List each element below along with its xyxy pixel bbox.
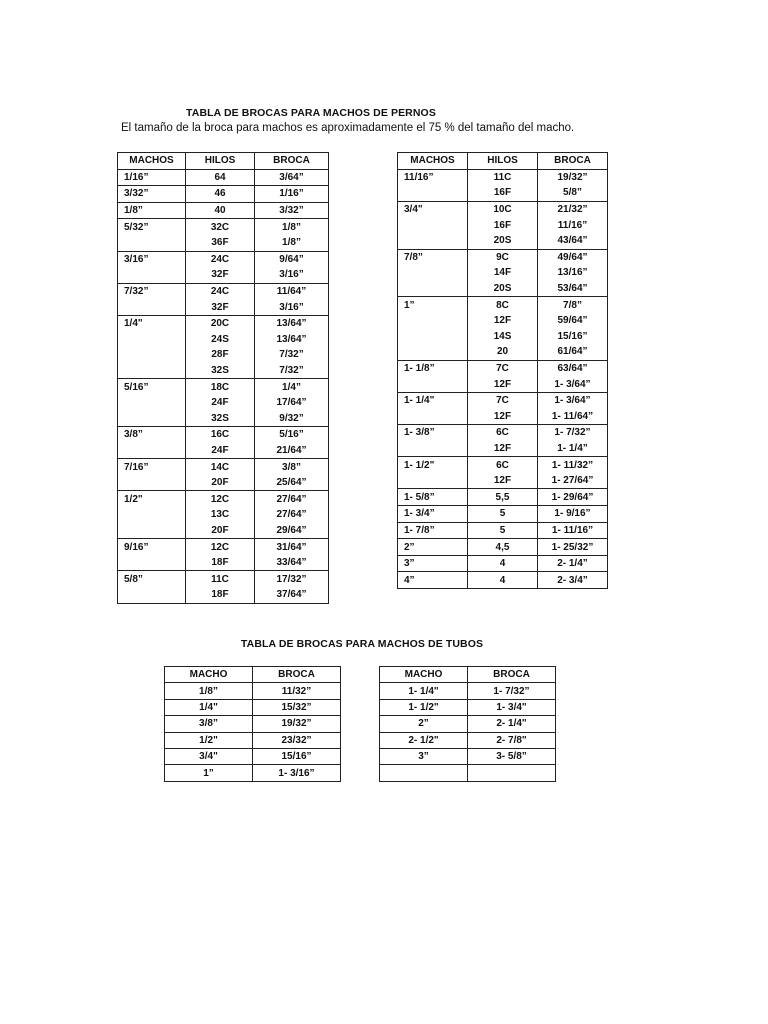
macho-cell: 3” <box>380 748 468 764</box>
broca-cell: 7/8” <box>538 297 608 313</box>
macho-cell-empty <box>118 587 186 603</box>
broca-cell: 1- 1/4” <box>538 441 608 457</box>
broca-cell: 5/16” <box>255 427 329 443</box>
broca-cell: 1/8” <box>255 235 329 251</box>
table-row <box>118 491 329 507</box>
macho-cell-empty <box>398 265 468 281</box>
table-row <box>398 265 608 281</box>
hilos-cell: 20S <box>468 233 538 249</box>
table-row <box>118 332 329 348</box>
macho-cell: 11/16” <box>398 169 468 185</box>
table-row <box>398 360 608 376</box>
hilos-cell: 32S <box>186 411 255 427</box>
table-row <box>118 299 329 315</box>
broca-cell: 7/32” <box>255 363 329 379</box>
hilos-cell: 4 <box>468 572 538 589</box>
hilos-cell: 9C <box>468 249 538 265</box>
hilos-cell: 12C <box>186 539 255 555</box>
table-row <box>165 716 341 732</box>
table-row <box>398 473 608 489</box>
broca-cell: 27/64” <box>255 507 329 523</box>
bolt-table-title: TABLA DE BROCAS PARA MACHOS DE PERNOS <box>186 107 436 119</box>
pipe-table-title: TABLA DE BROCAS PARA MACHOS DE TUBOS <box>240 638 484 650</box>
macho-cell: 1/4" <box>118 315 186 331</box>
table-row <box>380 732 556 748</box>
table-row <box>118 379 329 395</box>
macho-cell: 3/8” <box>165 716 253 732</box>
table-row <box>398 555 608 572</box>
hilos-cell: 12F <box>468 473 538 489</box>
macho-cell: 1/2" <box>165 732 253 748</box>
header-broca: BROCA <box>468 667 556 683</box>
table-row <box>118 363 329 379</box>
table-row <box>398 522 608 539</box>
table-row <box>165 699 341 715</box>
broca-cell: 13/64” <box>255 315 329 331</box>
hilos-cell: 8C <box>468 297 538 313</box>
table-row <box>380 748 556 764</box>
broca-cell: 5/8” <box>538 185 608 201</box>
header-hilos: HILOS <box>186 153 255 170</box>
table-row <box>118 315 329 331</box>
broca-cell: 23/32” <box>253 732 341 748</box>
hilos-cell: 11C <box>468 169 538 185</box>
header-row <box>165 667 341 683</box>
macho-cell-empty <box>398 441 468 457</box>
pipe-right-body <box>380 683 556 781</box>
broca-cell: 1/4” <box>255 379 329 395</box>
header-broca: BROCA <box>538 153 608 170</box>
broca-cell: 1- 29/64” <box>538 489 608 506</box>
hilos-cell: 64 <box>186 169 255 186</box>
broca-cell: 1- 25/32” <box>538 539 608 556</box>
macho-cell: 1- 5/8” <box>398 489 468 506</box>
macho-cell: 1- 3/8” <box>398 425 468 441</box>
header-macho: MACHO <box>380 667 468 683</box>
table-row <box>118 411 329 427</box>
macho-cell: 9/16” <box>118 539 186 555</box>
hilos-cell: 14F <box>468 265 538 281</box>
table-row <box>398 425 608 441</box>
broca-cell: 15/16” <box>538 329 608 345</box>
macho-cell: 7/16” <box>118 459 186 475</box>
macho-cell: 1- 3/4” <box>398 506 468 523</box>
broca-cell: 11/16” <box>538 217 608 233</box>
broca-cell: 3/16” <box>255 299 329 315</box>
broca-cell: 15/16” <box>253 748 341 764</box>
hilos-cell: 12F <box>468 313 538 329</box>
macho-cell-empty <box>118 299 186 315</box>
broca-cell: 37/64” <box>255 587 329 603</box>
hilos-cell: 18F <box>186 587 255 603</box>
macho-cell: 3/4" <box>165 748 253 764</box>
macho-cell: 3/8” <box>118 427 186 443</box>
broca-cell: 1- 27/64” <box>538 473 608 489</box>
broca-cell: 2- 1/4” <box>538 555 608 572</box>
hilos-cell: 32F <box>186 299 255 315</box>
table-row <box>165 765 341 781</box>
hilos-cell: 32S <box>186 363 255 379</box>
table-row <box>398 281 608 297</box>
header-row <box>398 153 608 170</box>
broca-cell: 1- 3/16” <box>253 765 341 781</box>
broca-cell: 2- 1/4" <box>468 716 556 732</box>
table-row <box>118 475 329 491</box>
macho-cell: 7/8” <box>398 249 468 265</box>
macho-cell <box>380 765 468 781</box>
pipe-left-body <box>165 683 341 781</box>
broca-cell: 1/8” <box>255 219 329 235</box>
broca-cell: 29/64” <box>255 523 329 539</box>
table-row <box>398 344 608 360</box>
macho-cell: 3/16” <box>118 251 186 267</box>
hilos-cell: 7C <box>468 360 538 376</box>
table-row <box>118 523 329 539</box>
table-row <box>398 329 608 345</box>
header-machos: MACHOS <box>118 153 186 170</box>
table-row <box>118 587 329 603</box>
hilos-cell: 20F <box>186 475 255 491</box>
macho-cell-empty <box>118 523 186 539</box>
hilos-cell: 32C <box>186 219 255 235</box>
table-row <box>380 765 556 781</box>
broca-cell: 1- 9/16” <box>538 506 608 523</box>
broca-cell: 3- 5/8” <box>468 748 556 764</box>
hilos-cell: 12C <box>186 491 255 507</box>
macho-cell: 5/16” <box>118 379 186 395</box>
hilos-cell: 16C <box>186 427 255 443</box>
table-row <box>398 233 608 249</box>
hilos-cell: 46 <box>186 186 255 203</box>
broca-cell: 1/16” <box>255 186 329 203</box>
table-row <box>118 555 329 571</box>
broca-cell <box>468 765 556 781</box>
header-broca: BROCA <box>255 153 329 170</box>
table-row <box>118 202 329 219</box>
hilos-cell: 20C <box>186 315 255 331</box>
table-row <box>118 283 329 299</box>
header-macho: MACHO <box>165 667 253 683</box>
table-row <box>118 427 329 443</box>
bolt-right-body <box>398 169 608 588</box>
hilos-cell: 4 <box>468 555 538 572</box>
broca-cell: 27/64” <box>255 491 329 507</box>
macho-cell: 4” <box>398 572 468 589</box>
broca-cell: 3/32” <box>255 202 329 219</box>
bolt-table-left <box>117 152 329 604</box>
header-broca: BROCA <box>253 667 341 683</box>
macho-cell: 1- 7/8” <box>398 522 468 539</box>
macho-cell-empty <box>118 475 186 491</box>
broca-cell: 2- 7/8" <box>468 732 556 748</box>
broca-cell: 2- 3/4” <box>538 572 608 589</box>
hilos-cell: 14C <box>186 459 255 475</box>
table-row <box>118 443 329 459</box>
macho-cell-empty <box>398 409 468 425</box>
table-row <box>398 249 608 265</box>
hilos-cell: 13C <box>186 507 255 523</box>
broca-cell: 3/8” <box>255 459 329 475</box>
broca-cell: 33/64” <box>255 555 329 571</box>
table-row <box>398 539 608 556</box>
macho-cell: 1” <box>165 765 253 781</box>
broca-cell: 7/32” <box>255 347 329 363</box>
macho-cell-empty <box>398 281 468 297</box>
table-row <box>398 297 608 313</box>
hilos-cell: 24C <box>186 283 255 299</box>
hilos-cell: 5,5 <box>468 489 538 506</box>
broca-cell: 43/64” <box>538 233 608 249</box>
table-row <box>118 169 329 186</box>
table-row <box>398 217 608 233</box>
table-row <box>118 267 329 283</box>
macho-cell-empty <box>118 235 186 251</box>
macho-cell: 1- 1/8” <box>398 360 468 376</box>
table-row <box>398 185 608 201</box>
macho-cell: 5/32” <box>118 219 186 235</box>
table-row <box>398 489 608 506</box>
pipe-table-left <box>164 666 341 782</box>
hilos-cell: 36F <box>186 235 255 251</box>
table-row <box>398 441 608 457</box>
broca-cell: 49/64” <box>538 249 608 265</box>
header-machos: MACHOS <box>398 153 468 170</box>
table-row <box>380 716 556 732</box>
hilos-cell: 20 <box>468 344 538 360</box>
macho-cell-empty <box>118 267 186 283</box>
broca-cell: 1- 11/16” <box>538 522 608 539</box>
hilos-cell: 4,5 <box>468 539 538 556</box>
broca-cell: 11/32” <box>253 683 341 699</box>
macho-cell: 2- 1/2" <box>380 732 468 748</box>
broca-cell: 1- 3/4" <box>468 699 556 715</box>
table-row <box>118 571 329 587</box>
broca-cell: 1- 7/32” <box>538 425 608 441</box>
macho-cell: 3” <box>398 555 468 572</box>
table-row <box>398 169 608 185</box>
table-row <box>118 251 329 267</box>
table-row <box>165 732 341 748</box>
hilos-cell: 18F <box>186 555 255 571</box>
macho-cell-empty <box>118 411 186 427</box>
broca-cell: 61/64” <box>538 344 608 360</box>
table-row <box>398 376 608 392</box>
hilos-cell: 5 <box>468 506 538 523</box>
table-row <box>118 539 329 555</box>
macho-cell-empty <box>118 363 186 379</box>
macho-cell-empty <box>118 332 186 348</box>
table-row <box>398 457 608 473</box>
broca-cell: 13/64” <box>255 332 329 348</box>
macho-cell: 1/16” <box>118 169 186 186</box>
macho-cell: 1- 1/2" <box>380 699 468 715</box>
table-row <box>398 313 608 329</box>
hilos-cell: 20F <box>186 523 255 539</box>
broca-cell: 53/64” <box>538 281 608 297</box>
table-row <box>118 235 329 251</box>
broca-cell: 63/64” <box>538 360 608 376</box>
macho-cell: 3/4" <box>398 201 468 217</box>
hilos-cell: 24S <box>186 332 255 348</box>
broca-cell: 3/16” <box>255 267 329 283</box>
hilos-cell: 20S <box>468 281 538 297</box>
header-row <box>380 667 556 683</box>
table-row <box>398 409 608 425</box>
macho-cell-empty <box>398 473 468 489</box>
hilos-cell: 16F <box>468 217 538 233</box>
macho-cell-empty <box>398 313 468 329</box>
header-hilos: HILOS <box>468 153 538 170</box>
table-row <box>118 507 329 523</box>
macho-cell: 3/32” <box>118 186 186 203</box>
hilos-cell: 28F <box>186 347 255 363</box>
hilos-cell: 6C <box>468 425 538 441</box>
broca-cell: 1- 11/32” <box>538 457 608 473</box>
macho-cell-empty <box>118 347 186 363</box>
macho-cell: 2” <box>398 539 468 556</box>
macho-cell: 1/8” <box>118 202 186 219</box>
hilos-cell: 12F <box>468 409 538 425</box>
macho-cell: 1/4" <box>165 699 253 715</box>
table-row <box>398 392 608 408</box>
broca-cell: 25/64” <box>255 475 329 491</box>
hilos-cell: 24F <box>186 395 255 411</box>
macho-cell: 1/8” <box>165 683 253 699</box>
hilos-cell: 24C <box>186 251 255 267</box>
table-row <box>118 219 329 235</box>
broca-cell: 3/64” <box>255 169 329 186</box>
broca-cell: 21/64” <box>255 443 329 459</box>
table-row <box>118 347 329 363</box>
table-row <box>118 395 329 411</box>
macho-cell-empty <box>118 555 186 571</box>
hilos-cell: 12F <box>468 376 538 392</box>
macho-cell-empty <box>398 233 468 249</box>
macho-cell: 1- 1/2" <box>398 457 468 473</box>
bolt-left-body <box>118 169 329 603</box>
table-row <box>398 572 608 589</box>
broca-cell: 11/64” <box>255 283 329 299</box>
table-row <box>380 699 556 715</box>
macho-cell: 5/8” <box>118 571 186 587</box>
broca-cell: 9/32” <box>255 411 329 427</box>
broca-cell: 17/32” <box>255 571 329 587</box>
macho-cell-empty <box>398 376 468 392</box>
hilos-cell: 11C <box>186 571 255 587</box>
hilos-cell: 5 <box>468 522 538 539</box>
hilos-cell: 14S <box>468 329 538 345</box>
hilos-cell: 6C <box>468 457 538 473</box>
macho-cell: 1” <box>398 297 468 313</box>
broca-cell: 15/32” <box>253 699 341 715</box>
bolt-table-right <box>397 152 608 589</box>
bolt-table-subtitle: El tamaño de la broca para machos es aproximadamente el 75 % del tamaño del macho. <box>121 122 575 134</box>
hilos-cell: 32F <box>186 267 255 283</box>
macho-cell-empty <box>398 329 468 345</box>
table-row <box>398 506 608 523</box>
macho-cell-empty <box>118 395 186 411</box>
hilos-cell: 40 <box>186 202 255 219</box>
table-row <box>380 683 556 699</box>
macho-cell-empty <box>398 217 468 233</box>
hilos-cell: 10C <box>468 201 538 217</box>
macho-cell: 1/2" <box>118 491 186 507</box>
macho-cell: 7/32” <box>118 283 186 299</box>
broca-cell: 1- 3/64” <box>538 376 608 392</box>
macho-cell-empty <box>398 185 468 201</box>
hilos-cell: 7C <box>468 392 538 408</box>
table-row <box>165 683 341 699</box>
header-row <box>118 153 329 170</box>
broca-cell: 1- 3/64” <box>538 392 608 408</box>
table-row <box>398 201 608 217</box>
broca-cell: 1- 11/64” <box>538 409 608 425</box>
broca-cell: 17/64” <box>255 395 329 411</box>
macho-cell-empty <box>118 443 186 459</box>
broca-cell: 13/16” <box>538 265 608 281</box>
hilos-cell: 18C <box>186 379 255 395</box>
hilos-cell: 24F <box>186 443 255 459</box>
broca-cell: 21/32” <box>538 201 608 217</box>
table-row <box>118 459 329 475</box>
broca-cell: 31/64” <box>255 539 329 555</box>
macho-cell: 1- 1/4" <box>398 392 468 408</box>
broca-cell: 59/64” <box>538 313 608 329</box>
macho-cell: 2” <box>380 716 468 732</box>
hilos-cell: 12F <box>468 441 538 457</box>
broca-cell: 1- 7/32” <box>468 683 556 699</box>
macho-cell: 1- 1/4" <box>380 683 468 699</box>
hilos-cell: 16F <box>468 185 538 201</box>
table-row <box>165 748 341 764</box>
macho-cell-empty <box>398 344 468 360</box>
broca-cell: 9/64” <box>255 251 329 267</box>
table-row <box>118 186 329 203</box>
pipe-table-right <box>379 666 556 782</box>
macho-cell-empty <box>118 507 186 523</box>
broca-cell: 19/32” <box>538 169 608 185</box>
broca-cell: 19/32” <box>253 716 341 732</box>
